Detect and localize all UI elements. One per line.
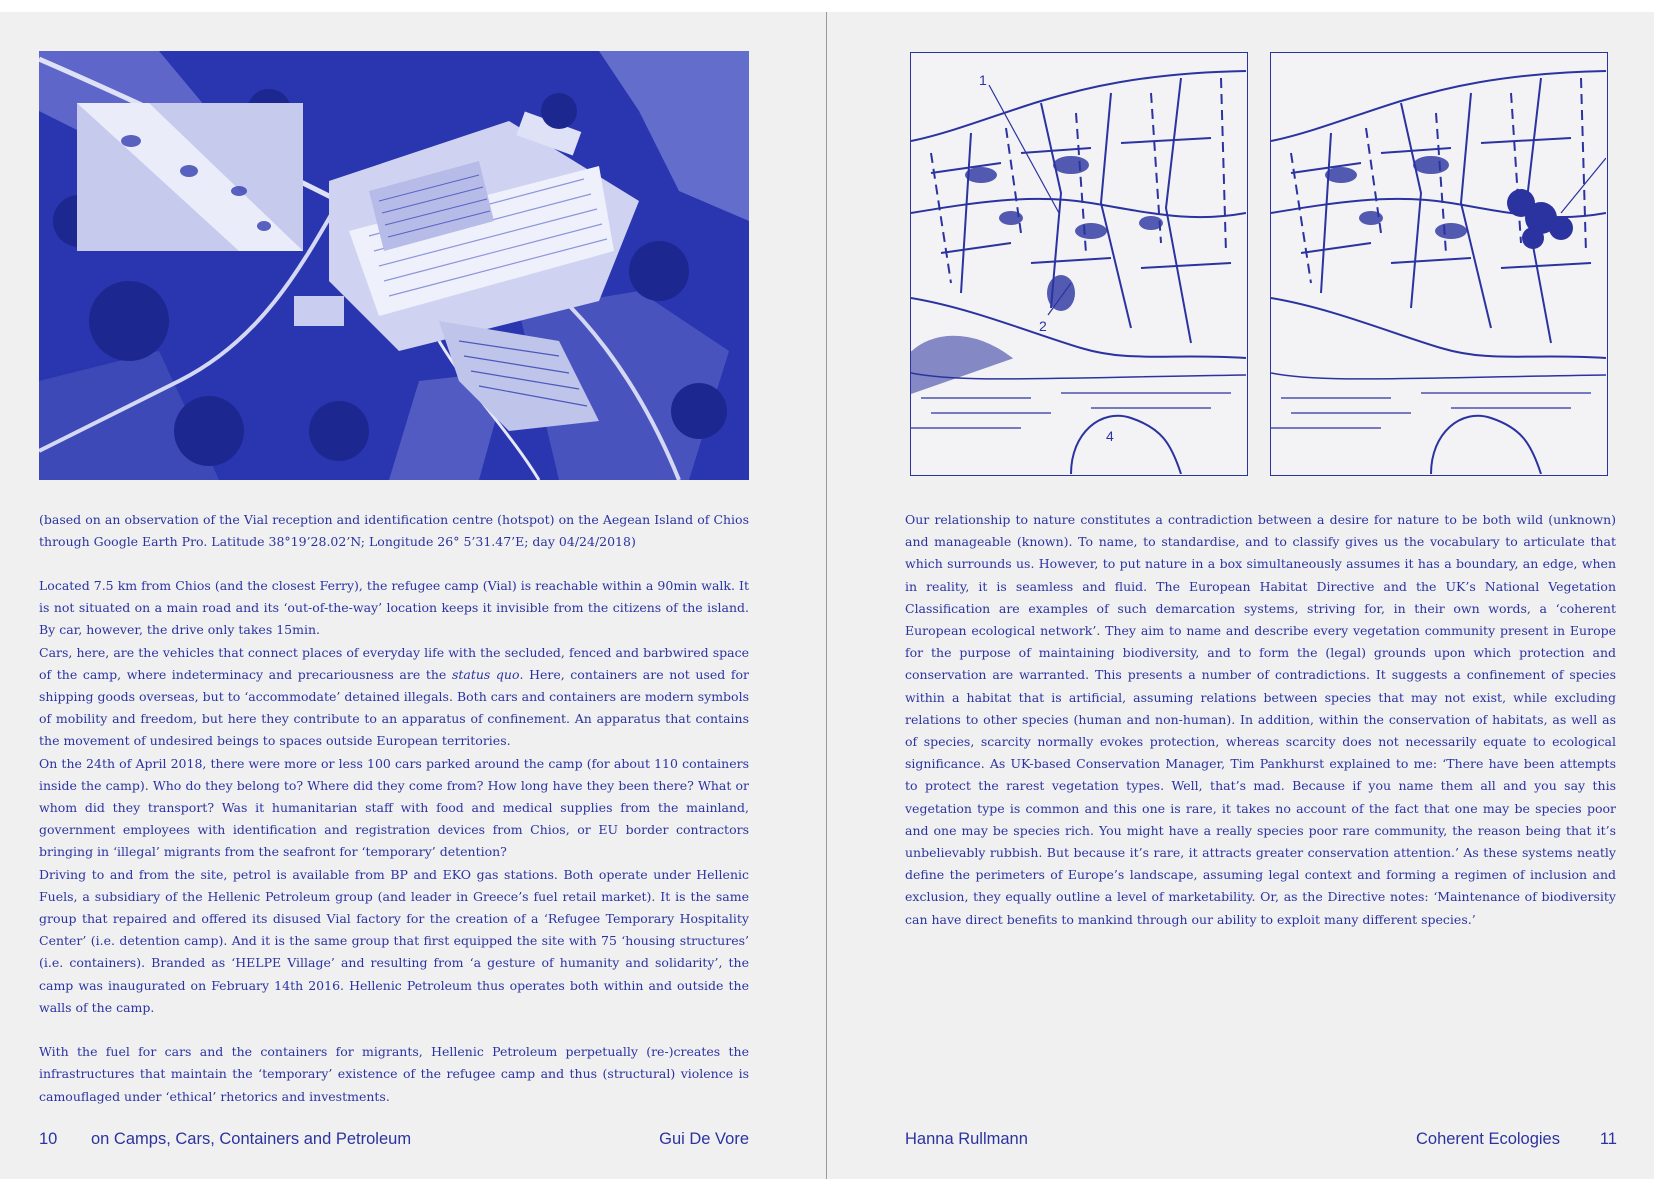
right-article-body — [905, 509, 1616, 931]
drawing-label: 1 — [979, 72, 987, 88]
paragraph: With the fuel for cars and the containers for migrants, Hellenic Petroleum perpetually (re-)creates the infrastructures that maintain the ‘temporary’ existence of the refugee camp and thus (structural) violence is camouflaged under ‘ethical’ rhetorics and investments. — [39, 1044, 749, 1104]
drawing-label: 4 — [1106, 428, 1114, 444]
paragraph: Cars, here, are the vehicles that connect places of everyday life with the secluded, fenced and barbwired space of the camp, where indeterminacy and precariousness are the status quo. Here, containers are not used for shipping goods overseas, but to ‘accommodate’ detained illegals. Both cars and containers are modern symbols of mobility and freedom, but here they contribute to an apparatus of confinement. An apparatus that contains the movement of undesired beings to spaces outside European territories. — [39, 644, 750, 749]
paragraph: Driving to and from the site, petrol is available from BP and EKO gas stations. Both operate under Hellenic Fuels, a subsidiary of the Hellenic Petroleum group (and leader in Greece’s fuel retail market). It is the same group that repaired and offered its disused Vial factory for the creation of a ‘Refugee Temporary Hospitality Center’ (i.e. detention camp). And it is the same group that first equipped the site with 75 ‘housing structures’ (i.e. containers). Branded as ‘HELPE Village’ and resulting from ‘a gesture of humanity and solidarity’, the camp was inaugurated on February 14th 2016. Hellenic Petroleum thus operates both within and outside the walls of the camp. — [39, 866, 749, 1015]
satellite-image — [39, 51, 749, 480]
left-running-author: Gui De Vore — [659, 1130, 749, 1148]
left-article-body — [39, 575, 749, 1108]
left-running-title: on Camps, Cars, Containers and Petroleum — [91, 1130, 412, 1148]
right-page-number: 11 — [1599, 1130, 1617, 1148]
image-caption: (based on an observation of the Vial reception and identification centre (hotspot) on the Aegean Island of Chios through Google Earth Pro. Latitude 38°19’28.02’N; Longitude 26° 5’31.47’E; day 04/24/2018) — [39, 512, 749, 550]
right-running-author: Hanna Rullmann — [905, 1130, 1028, 1148]
page-gutter — [826, 12, 827, 1179]
paragraph: Located 7.5 km from Chios (and the closest Ferry), the refugee camp (Vial) is reachable within a 90min walk. It is not situated on a main road and its ‘out-of-the-way’ location keeps it invisible from the citizens of the island. By car, however, the drive only takes 15min. — [39, 578, 749, 638]
paragraph: Our relationship to nature constitutes a contradiction between a desire for nature to be both wild (unknown) and manageable (known). To name, to standardise, and to classify gives us the vocabulary to articulate that which surrounds us. However, to put nature in a box simultaneously assumes it has a boundary, an edge, when in reality, it is seamless and fluid. The European Habitat Directive and the UK’s National Vegetation Classification are examples of such demarcation systems, striving for, in their own words, a ‘coherent European ecological network’. They aim to name and describe every vegetation community present in Europe for the purpose of maintaining biodiversity, and to form the (legal) grounds upon which protection and conservation are warranted. This presents a number of contradictions. It suggests a confinement of species within a habitat that is artificial, assuming relations between species that may not exist, while excluding relations to other species (human and non-human). In addition, within the conservation of habitats, as well as of species, scarcity normally evokes protection, whereas scarcity does not necessarily equate to ecological significance. As UK-based Conservation Manager, Tim Pankhurst explained to me: ‘There have been attempts to protect the rarest vegetation types. Well, that’s mad. Because if you name them all and you say this vegetation type is common and this one is rare, it takes no account of the fact that one may be species poor and one may be species rich. You might have a really species poor rare community, the reason being that it’s unbelievably rubbish. But because it’s rare, it attracts greater conservation attention.’ As these systems neatly define the perimeters of Europe’s landscape, assuming legal context and forming a regimen of inclusion and exclusion, they equally outline a level of marketability. Or, as the Directive notes: ‘Maintenance of biodiversity can have direct benefits to mankind through our ability to exploit many different species.’ — [905, 512, 1616, 927]
book-spread — [0, 12, 1654, 1179]
right-running-title: Coherent Ecologies — [1415, 1130, 1560, 1148]
paragraph: On the 24th of April 2018, there were more or less 100 cars parked around the camp (for about 110 containers inside the camp). Who do they belong to? Where did they come from? How long have they been there? What or whom did they transport? Was it humanitarian staff with food and medical supplies from the mainland, government employees with identification and registration devices from Chios, or EU border contractors bringing in ‘illegal’ migrants from the seafront for ‘temporary’ detention? — [39, 755, 749, 860]
landscape-drawing-annotated — [910, 52, 1248, 476]
left-page-number: 10 — [39, 1130, 58, 1148]
drawing-label: 2 — [1039, 318, 1047, 334]
landscape-drawing — [1270, 52, 1608, 476]
